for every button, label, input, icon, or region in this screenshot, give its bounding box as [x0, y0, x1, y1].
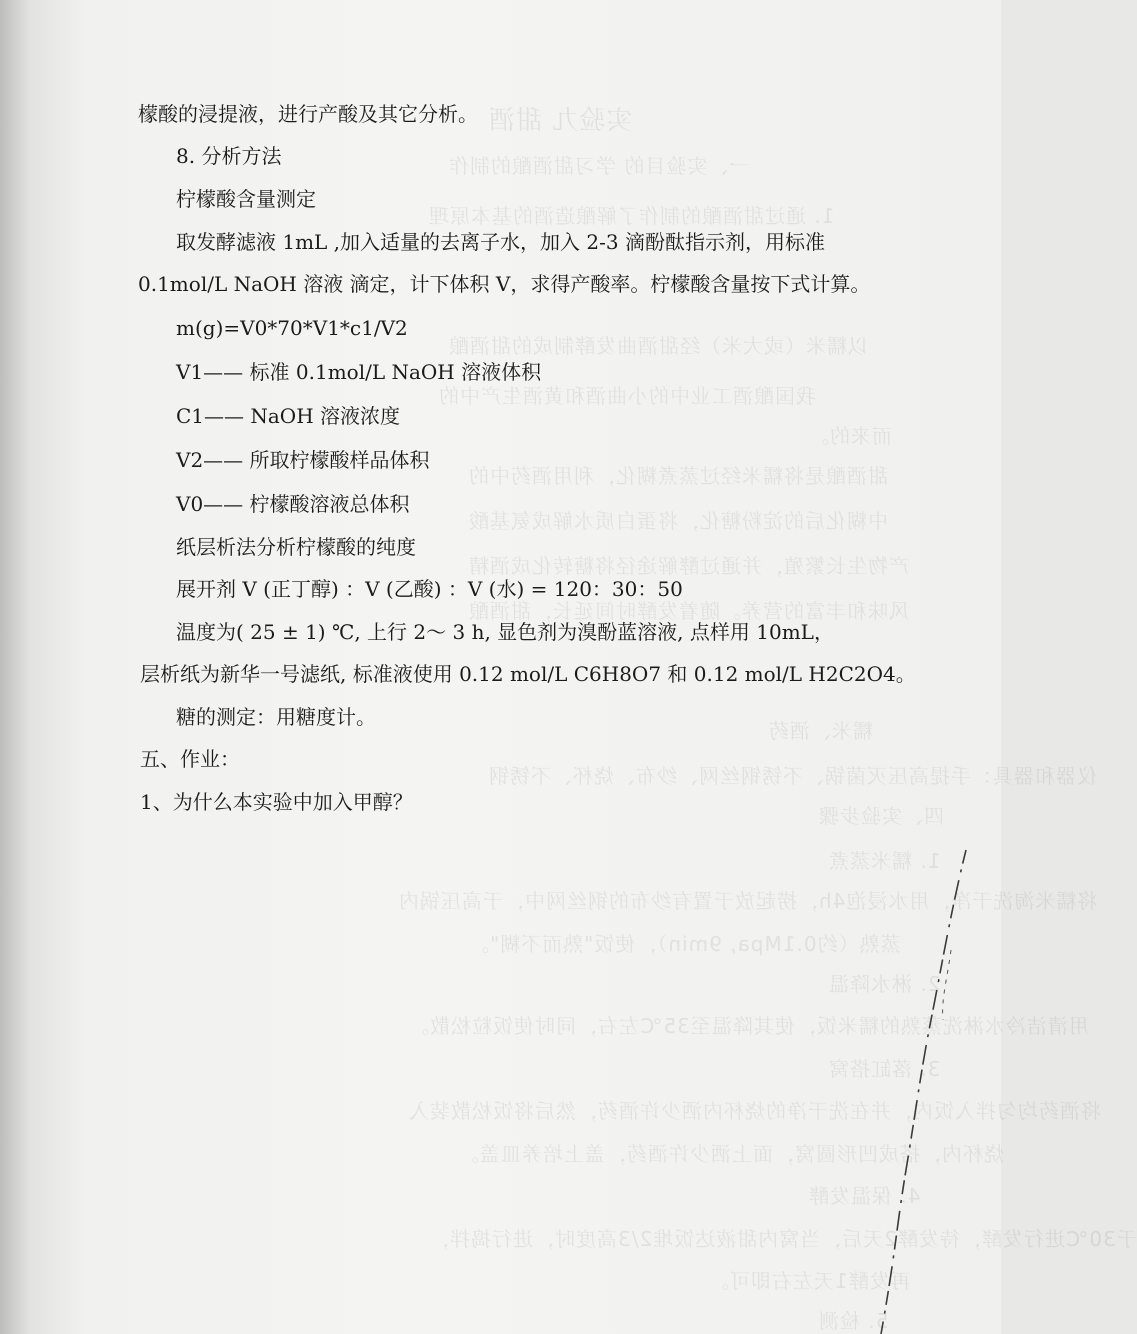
- bleed-through-text: 将糯米淘洗干净，用水浸泡4h，捞起放于置有纱布的钢丝网中，于高压锅内: [398, 889, 1098, 913]
- bleed-through-text: 4. 保温发酵: [808, 1184, 921, 1208]
- bleed-through-text: 四、实验步骤: [818, 804, 944, 828]
- section-heading: 8. 分析方法: [176, 144, 282, 168]
- bleed-through-text: 3. 落缸搭窝: [828, 1057, 941, 1081]
- bleed-through-text: 1. 糯米蒸煮: [828, 849, 941, 873]
- bleed-through-text: 于30℃进行发酵，待发酵2天后，当窝内甜液达饭堆2/3高度时，进行捣拌，: [428, 1227, 1137, 1251]
- text-line: 温度为( 25 ± 1) ℃, 上行 2～ 3 h, 显色剂为溴酚蓝溶液, 点样用 10mL，: [176, 620, 834, 644]
- bleed-through-text: 2. 淋水降温: [828, 972, 941, 996]
- variable-definition: V1—— 标准 0.1mol/L NaOH 溶液体积: [176, 360, 542, 384]
- bleed-through-text: 仪器和器具：手提高压灭菌锅、不锈钢丝网、纱布、烧杯、不锈钢: [488, 764, 1097, 788]
- bleed-through-text: 蒸熟（约0.1Mpa, 9min），使饭"熟而不糊"。: [468, 932, 901, 956]
- bleed-through-text: 将酒药均匀拌入饭内，并在洗干净的烧杯内洒少许酒药，然后将饭松散装入: [408, 1099, 1101, 1123]
- text-line: 糖的测定：用糖度计。: [176, 705, 376, 729]
- page-binding-edge: [0, 0, 28, 1334]
- subsection-heading: 柠檬酸含量测定: [176, 187, 316, 211]
- text-line: 展开剂 V (正丁醇) ：V (乙酸) ：V (水) = 120：30：50: [176, 577, 683, 601]
- bleed-through-text: 5. 检测: [818, 1309, 889, 1333]
- bleed-through-text: 糯米、酒药: [768, 719, 873, 743]
- bleed-through-text: 1. 通过甜酒酿的制作了解酿造酒的基本原理: [428, 204, 835, 228]
- bleed-through-text: 风味和丰富的营养。随着发酵时间延长，甜酒酿: [468, 599, 909, 623]
- variable-definition: V2—— 所取柠檬酸样品体积: [176, 448, 430, 472]
- bleed-through-text: 实验九 甜酒: [488, 106, 633, 136]
- bleed-through-text: 用清洁冷水淋洗蒸熟的糯米饭，使其降温至35℃左右，同时使饭粒松散。: [408, 1014, 1089, 1038]
- bleed-through-text: 烧杯内，搭成凹形圆窝，面上洒少许酒药，盖上培养皿盖。: [458, 1142, 1004, 1166]
- text-line: 檬酸的浸提液，进行产酸及其它分析。: [138, 102, 478, 126]
- paper-crease: [871, 850, 981, 1334]
- text-line: 0.1mol/L NaOH 溶液 滴定，计下体积 V，求得产酸率。柠檬酸含量按下式计算。: [138, 272, 871, 296]
- bleed-through-text: 一、实验目的 学习甜酒酿的制作: [448, 154, 750, 178]
- formula-line: m(g)=V0*70*V1*c1/V2: [176, 316, 408, 340]
- bleed-through-text: 甜酒酿是将糯米经过蒸煮糊化，利用酒药中的: [468, 464, 888, 488]
- variable-definition: V0—— 柠檬酸溶液总体积: [176, 492, 410, 516]
- question-item: 1、为什么本实验中加入甲醇？: [140, 790, 413, 814]
- bleed-through-text: 中糊化后的淀粉糖化，将蛋白质水解成氨基酸: [468, 509, 888, 533]
- text-line: 层析纸为新华一号滤纸, 标准液使用 0.12 mol/L C6H8O7 和 0.12 mol/L H2C2O4。: [140, 662, 916, 686]
- text-line: 取发酵滤液 1mL ,加入适量的去离子水，加入 2-3 滴酚酞指示剂，用标准: [176, 230, 825, 254]
- bleed-through-text: 以糯米（或大米）经甜酒曲发酵制成的甜酒酿: [448, 334, 868, 358]
- bleed-through-text: 我国酿酒工业中的小曲酒和黄酒生产中的: [438, 384, 816, 408]
- section-heading: 五、作业：: [140, 747, 240, 771]
- bleed-through-text: 产物生长繁殖，并通过酵解途径将糖转化成酒精: [468, 554, 909, 578]
- subsection-heading: 纸层析法分析柠檬酸的纯度: [176, 535, 416, 559]
- bleed-through-text: 而来的。: [808, 424, 892, 448]
- document-page: [28, 0, 1137, 1334]
- variable-definition: C1—— NaOH 溶液浓度: [176, 404, 401, 428]
- bleed-through-text: 再发酵1天左右即可。: [708, 1269, 911, 1293]
